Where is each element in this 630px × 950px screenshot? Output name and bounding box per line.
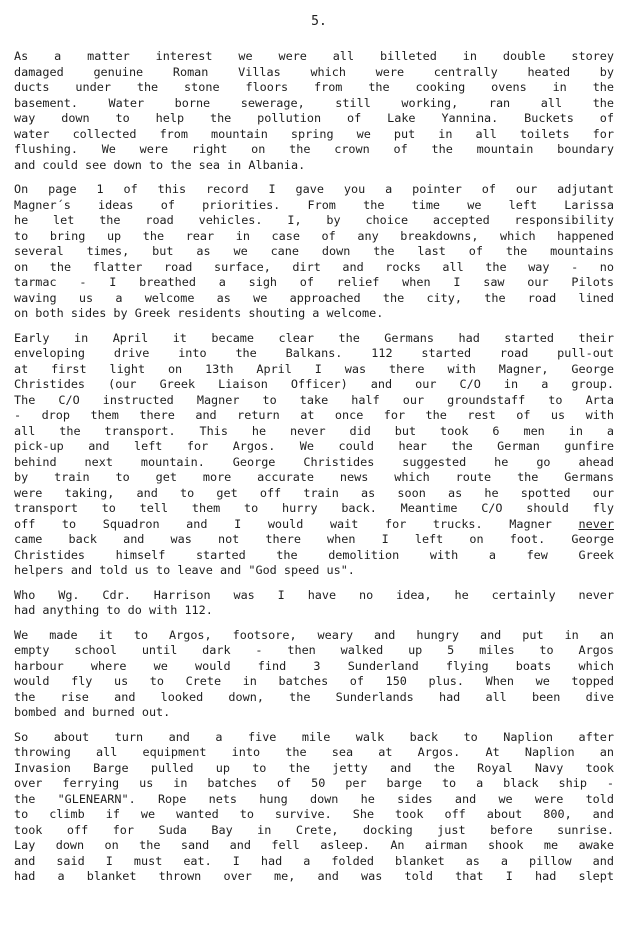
text-line: Who Wg. Cdr. Harrison was I have no idea, he certainly never: [14, 587, 614, 602]
text-line: had anything to do with 112.: [14, 603, 213, 617]
text-line: took off for Suda Bay in Crete, docking just before sunrise.: [14, 822, 614, 837]
text-line: On page 1 of this record I gave you a pointer of our adjutant: [14, 182, 614, 196]
text-line: - drop them there and return at once for the rest of us with: [14, 408, 614, 422]
text-line: off to Squadron and I would wait for trucks. Magner never: [14, 516, 614, 531]
text-line: Invasion Barge pulled up to the jetty and the Royal Navy took: [14, 760, 614, 775]
text-line: over ferrying us in batches of 50 per barge to a black ship -: [14, 776, 614, 790]
text-line: enveloping drive into the Balkans. 112 started road pull-out: [14, 346, 614, 360]
text-line: throwing all equipment into the sea at Argos. At Naplion an: [14, 745, 614, 759]
text-line: came back and was not there when I left on foot. George: [14, 532, 614, 546]
paragraph: [14, 49, 614, 173]
text-line: ducts under the stone floors from the cooking ovens in the: [14, 80, 614, 94]
text-line: bombed and burned out.: [14, 705, 171, 719]
text-line: would fly us to Crete in batches of 150 plus. When we topped: [14, 674, 614, 688]
text-line: damaged genuine Roman Villas which were centrally heated by: [14, 64, 614, 79]
text-line: to bring up the rear in case of any breakdowns, which happened: [14, 228, 614, 243]
text-line: and said I must eat. I had a folded blanket as a pillow and: [14, 853, 614, 868]
text-line: tarmac - I breathed a sigh of relief when I saw our Pilots: [14, 275, 614, 289]
text-line: Christides (our Greek Liaison Officer) and our C/O in a group.: [14, 377, 614, 391]
text-line: The C/O instructed Magner to take half our groundstaff to Arta: [14, 392, 614, 407]
text-line: Lay down on the sand and fell asleep. An airman shook me awake: [14, 838, 614, 852]
text-line: the rise and looked down, the Sunderlands had all been dive: [14, 689, 614, 704]
text-line: Christides himself started the demolition with a few Greek: [14, 547, 614, 562]
paragraph: [14, 588, 614, 619]
text-line: Early in April it became clear the Germans had started their: [14, 330, 614, 345]
text-line: Magner´s ideas of priorities. From the time we left Larissa: [14, 197, 614, 212]
text-line: several times, but as we cane down the last of the mountains: [14, 244, 614, 258]
text-line: on the flatter road surface, dirt and rocks all the way - no: [14, 259, 614, 274]
text-line: transport to tell them to hurry back. Meantime C/O should fly: [14, 501, 614, 515]
text-line: had a blanket thrown over me, and was told that I had slept: [14, 869, 614, 883]
text-line: pick-up and left for Argos. We could hear the German gunfire: [14, 439, 614, 453]
text-line: As a matter interest we were all billeted in double storey: [14, 49, 614, 63]
text-line: empty school until dark - then walked up 5 miles to Argos: [14, 643, 614, 657]
text-line: on both sides by Greek residents shouting a welcome.: [14, 306, 384, 320]
text-line: We made it to Argos, footsore, weary and hungry and put in an: [14, 627, 614, 642]
text-line: waving us a welcome as we approached the city, the road lined: [14, 290, 614, 305]
text-line: at first light on 13th April I was there with Magner, George: [14, 361, 614, 376]
text-line: were taking, and to get off train as soon as he spotted our: [14, 485, 614, 500]
paragraph: [14, 182, 614, 322]
text-line: flushing. We were right on the crown of the mountain boundary: [14, 142, 614, 156]
paragraph: [14, 331, 614, 579]
text-line: water collected from mountain spring we put in all toilets for: [14, 126, 614, 141]
text-line: harbour where we would find 3 Sunderland flying boats which: [14, 658, 614, 673]
document-body: [14, 49, 614, 885]
page-number: 5.: [311, 14, 327, 29]
text-line: all the transport. This he never did but took 6 men in a: [14, 423, 614, 438]
text-line: to climb if we wanted to survive. She took off about 800, and: [14, 807, 614, 821]
text-line: the "GLENEARN". Rope nets hung down he sides and we were told: [14, 791, 614, 806]
paragraph: [14, 628, 614, 721]
text-line: and could see down to the sea in Albania.: [14, 157, 306, 172]
text-line: helpers and told us to leave and "God speed us".: [14, 563, 355, 577]
text-line: way down to help the pollution of Lake Yannina. Buckets of: [14, 111, 614, 125]
text-line: basement. Water borne sewerage, still working, ran all the: [14, 95, 614, 110]
text-line: So about turn and a five mile walk back to Naplion after: [14, 729, 614, 744]
paragraph: [14, 730, 614, 885]
text-line: behind next mountain. George Christides suggested he go ahead: [14, 454, 614, 469]
text-line: by train to get more accurate news which route the Germans: [14, 470, 614, 484]
text-line: he let the road vehicles. I, by choice accepted responsibility: [14, 213, 614, 227]
